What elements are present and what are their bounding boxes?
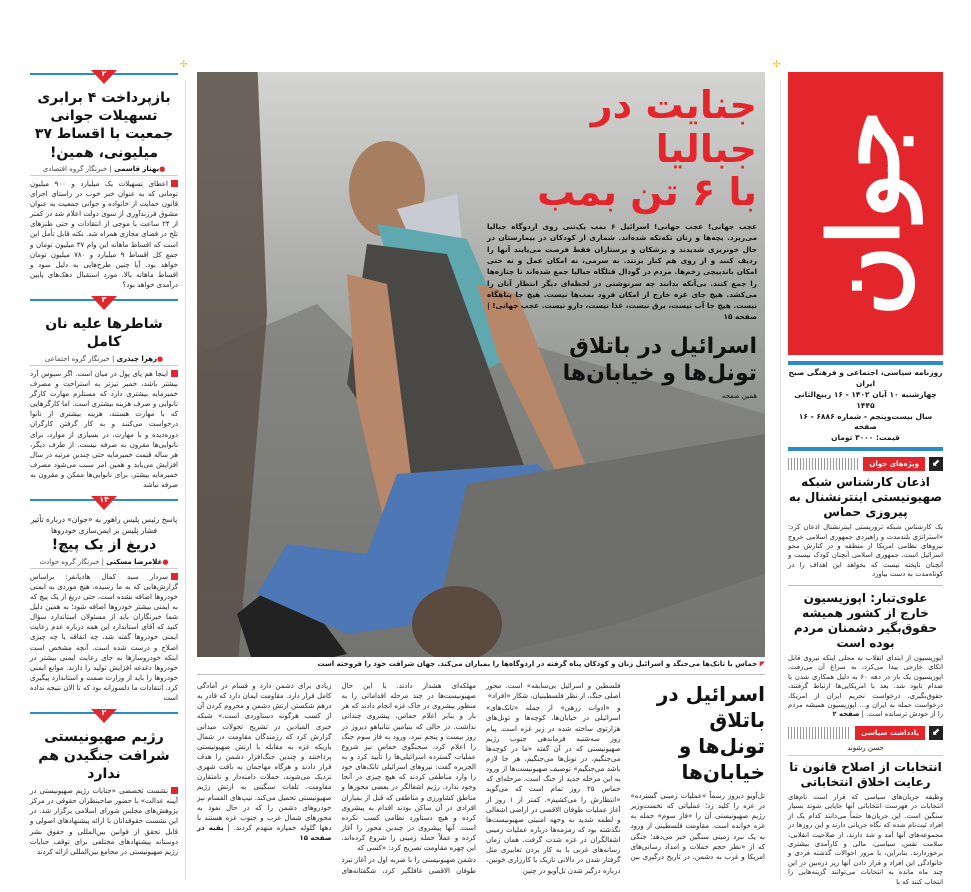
continued-ref: بقیه در صفحه ۱۵ <box>197 823 332 843</box>
page-marker: ۲ <box>30 709 178 723</box>
headline: اذعان کارشناس شبکه صهیونیستی اینترنشنال به پیروزی حماس <box>788 475 943 520</box>
arrow-icon: ⬋ <box>929 457 943 471</box>
headline: علوی‌تبار: اپوزیسیون خارج از کشور همیشه حقوق‌بگیر دشمنان مردم بوده است <box>793 590 938 650</box>
section-header: ⬋ یادداشت سیاسی <box>788 726 943 740</box>
masthead-info: روزنامه سیاسی، اجتماعی و فرهنگی صبح ایران چهارشنبه ۱۰ آبان ۱۴۰۲ - ۱۶ ربیع‌الثانی ۱۴۴۵ سال بیست‌وپنجم - شماره ۶۸۸۶ - ۱۶ صفحه قیمت: ۳۰۰۰ تومان <box>788 368 943 443</box>
story-internashnal[interactable] <box>788 475 943 580</box>
article-body: مهلکه‌ای هشدار دادند. با این حال صهیونیست‌ها در چند مرحله اقداماتی را به منظور پیشروی در خاک غزه انجام دادند که هر بار و بنابر اعلام حماس، پیشروی چندانی نداشت. در حالی که بنیامین نتانیاهو دیروز در روز بیست و پنجم نبرد، ورود به فاز سوم جنگ را اعلام کرد، سخنگوی حماس نیز شروع عملیات گسترده اسرائیلی‌ها را تأیید کرد و به الجزیره گفت: نیروهای اسرائیلی تانک‌های خود را وارد مناطقی کردند که هیچ چیزی در آنجا وجود ندارد. رژیم اشغالگر در بعضی محورها و مناطق کشاورزی و مناطقی که قبل از بمباران افرادی در آن ساکن بودند اقدام به پیشروی کرده و هیچ دستاورد نظامی کسب نکرده است. آنها پیشروی در چندین محور را آغاز کرده و عملاً حمله زمینی را شروع کرده‌اند. این چهره مقاومت تصریح کرد: «کسی که <box>341 682 476 853</box>
bottom-story[interactable] <box>197 674 765 876</box>
headline: دریغ از یک پیچ! <box>51 537 157 554</box>
arrow-icon: ⬋ <box>929 726 943 740</box>
author: حسن رشوند <box>788 744 943 756</box>
lead-story[interactable] <box>487 84 757 400</box>
rule <box>788 361 943 365</box>
article-body: نشست تخصصی «جنایات رژیم صهیونیستی در آیینه عدالت» با حضور صاحبنظران حقوقی در مرکز پژوهش‌های مجلس شورای اسلامی برگزار شد. در این نشست حقوقدانان با ارائه پیشنهادهای اصولی و قابل تحقق از قوانین بین‌المللی و حقوق بشر دوستانه پیشنهادهای مختلفی برای توقف جنایات رژیم صهیونیستی در مجامع بین‌المللی ارائه کردند <box>30 786 178 856</box>
page-marker: ۲ <box>30 70 178 84</box>
lead-photo[interactable] <box>197 72 765 657</box>
byline: ●زهرا چیذری | خبرنگار گروه اجتماعی <box>30 355 178 366</box>
article-body: دشمن صهیونیستی را با ضربه اول در آغاز نبرد طوفان الاقصی غافلگیر کرد، شگفتانه‌های زیادی برای دشمن دارد و قسام در آمادگی کامل قرار دارد. مقاومت ایمان دارد که قادر به درهم شکستن ارتش دشمن و محروم کردن آن از کسب هرگونه دستاوردی است.» شبکه خبری المیادین در تشریح تحولات میدانی گزارش کرد که رزمندگان مقاومت در شمال باریکه غزه به مقابله با ارتش صهیونیستی پرداختند و چندین جنگ‌افزار دشمن را هدف قرار دادند و هرگاه مهاجمان به بافت شهری نزدیک می‌شوند، حملات دامنه‌دار و نامتقارن مقاومت، تلفات سنگینی به ارتش رژیم صهیونیستی تحمیل می‌کند. تیپ‌های القسام نیز خودروهای دشمن را که در حال نفوذ به محورهای شمال غرب و جنوب غزه هستند با دهها گلوله خمپاره منهدم کردند. | بقیه در صفحه ۱۵ <box>197 682 476 875</box>
byline: ●بهناز قاسمی | خبرنگار گروه اقتصادی <box>30 165 178 176</box>
headline: انتخابات از اصلاح قانون تا رعایت اخلاق انتخاباتی <box>789 759 942 789</box>
kicker: پاسخ رئیس پلیس راهور به «جوان» درباره تأثیر فشار پلیس بر ایمن‌سازی خودروها <box>30 515 178 535</box>
lead-headline: جنایت در جبالیا با ۶ تن بمب <box>537 83 757 215</box>
column-divider <box>185 80 186 880</box>
sub-ref: همین صفحه <box>721 391 757 400</box>
page-marker: ۳ <box>30 296 178 310</box>
article-body: وظیفه جریان‌های سیاسی که قرار است نام‌های انتخابات در فهرست انتخاباتی آنها جایابی شوند بسیار سنگین است. این جریان‌ها حتماً می‌دانند کدام یک از افراد ثبت‌نام شده که نگاه جریانی دارند و این روزها در مجموعه‌های آنها آمد و شد دارند، از صلاحیت انقلابی، سلامت نفس، سیاسی، مالی و کارآمدی بیشتری برخوردارند. بنابراین، با مرور احوالات گذشته فردی و خانوادگی این افراد و قرار دادن آنها زیر ذره‌بین در این چند ماه مانده به انتخابات می‌توانند گزینه‌هایی را انتخاب کنند که با <box>788 792 943 886</box>
page-marker: ۱۴ <box>30 496 178 510</box>
right-column <box>788 72 943 887</box>
column-divider <box>780 80 781 880</box>
byline: ●غلامرضا مسکنی | خبرنگار گروه حوادث <box>30 558 178 569</box>
sub-story[interactable] <box>487 333 757 400</box>
ornament-icon: ✣ <box>773 60 781 70</box>
ornament-icon: ✣ <box>180 60 188 70</box>
article-body: و «ادوات زرهی» از جمله «تانک‌های» اسرائیلی در خیابان‌ها، کوچه‌ها و تونل‌های هزارتوی ساخته شده در زیر غزه است. پیام روز سه‌شنبه فرماندهی جنوب رژیم صهیونیستی که در آن گفته «ما در کوچه‌ها می‌جنگیم، در تونل‌ها می‌جنگیم، هر جا لازم باشد می‌جنگیم» توصیف صهیونیست‌ها از ورود به این مرحله جدید از جنگ است، مرحله‌ای که حماس ۲۵ روز تمام است که می‌گوید «انتظارش را می‌کشیم». کمتر از ۱ روز از آغاز عملیات طوفان الاقصی در اراضی اشغالی و لطمه شدید به وجهه امنیتی صهیونیست‌ها نگذشته بود که زمزمه‌ها درباره عملیات زمینی اشغالگران در غزه شدت گرفت. همان زمان رسانه‌های غربی با به کار بردن تعابیری مثل گرفتار شدن در دالانی تاریک یا کارزاری خونین، درباره درگیر شدن تل‌آویو در چنین <box>486 704 621 875</box>
article-body: یک کارشناس شبکه تروریستی اینترنشنال اذعان کرد: «استراتژی بلندمدت و راهبردی جمهوری اسلامی خروج نیروهای نظامی امریکا از منطقه و در کنارش محو اسرائیل است. جمهوری اسلامی آنچنان کودک نیست و آنچنان ناپخته نیست که بخواهد این اهداف را در کوتاه‌مدت به دست بیاورد <box>788 523 943 579</box>
article-body: اپوزیسیون از ابتدای انقلاب به محلی اینکه نیروی قابل اتکای خارجی پیدا می‌کرد، به سراغ آن می‌رفت. اپوزیسیون یک بار در دهه ۶۰ به دلیل همکاری شدن با صدام نابود شد. بعد با امریکایی‌ها ارتباط گرفتند، حقوق‌بگیری، درخواست تحریم ایران از امریکا، درخواست حمله به ایران و... اپوزیسیون همیشه مردم را از خودش ترسانده است. | صفحه ۲ <box>788 653 943 719</box>
story-alavitabar[interactable] <box>788 591 943 720</box>
lead-summary: عجب جهانی! عجب جهانی! اسرائیل ۶ بمب یک‌تنی روی اردوگاه جبالیا می‌ریزد. بچه‌ها و زنان تکه‌تکه شده‌اند. شماری از کودکان در بیمارستان در حال خونریزی شدیدند و پزشکان و پرستاران فقط فرصت می‌یابند آنها را ردیف کنند و از روی هم کنار بزنند. نه سرمی، نه امکان عمل و نه حتی امکان باندپیچی زخم‌ها. مردم در گودال قتلگاه جبالیا جمع شده‌اند تا جنازه‌ها را جمع کنند. بی‌آنکه بدانند چه سرنوشتی در لحظه‌ای دیگر انتظار آنان را می‌کشد. هیچ جای غزه خارج از امکان فرود بمب‌ها نیست. هیچ جا پناهگاه نیست. هیچ جا آب نیست، برق نیست، غذا نیست، دارو نیست. عجب جهانی! | صفحه ۱۵ <box>487 222 757 322</box>
story-police[interactable] <box>30 496 178 703</box>
headline: بازپرداخت ۴ برابری تسهیلات جوانی جمعیت با اقساط ۳۷ میلیونی، همین! <box>34 90 174 161</box>
article-body: اعطای تسهیلات یک میلیارد و ۹۰۰ میلیون تومانی که به عنوان خبر خوب در راستای اجرای قانون حمایت از خانواده و جوانی جمعیت به عنوان مشوق فرزندآوری از سوی دولت اعلام شد در کمتر از ۲۴ ساعت با موجی از انتقادات و حتی طنزهای تلخ در فضای مجازی همراه شد. نکته قابل تأمل این است که اقساط ماهانه این وام ۳۷ میلیون تومان و جمع کل اقساط ۹ میلیارد و ۷۸۰ میلیون تومان خواهد بود. آیا چنین طرح‌هایی به دلیل سود و اقساط ماهانه بالا، مورد استقبال دهک‌های پایین درآمدی خواهد بود؟ <box>30 179 178 290</box>
headline: شاطرها علیه نان کامل <box>45 316 163 351</box>
left-column <box>30 70 178 857</box>
article-body: اینجا هم پای پول در میان است. اگر سبوس آرد بیشتر باشد، خمیر تیزتر به استراحت و مصرف خمیرمایه بیشتری دارد که مستلزم مهارت کارگر نانوایی و صرف هزینه بیشتری است. اما کارگرهایی که با مهارت هستند، هزینه بیشتری از نانوا درخواست می‌کنند و به کار گرفتن کارگران دوره‌دیده و با مهارت، در بسیاری از موارد، برای نانوایی‌ها مقرون به صرفه نیست. از طرف دیگر، هر ساله قیمت خمیرمایه حتی چندین مرتبه در سال افزایش می‌یابد و همین امر سبب می‌شود مصرف خمیرمایه بیشتر، برای نانوایی‌ها ممکن و مقرون به صرفه نباشد <box>30 369 178 490</box>
bottom-headline: اسرائیل در باتلاق تونل‌ها و خیابان‌ها <box>656 682 765 784</box>
story-installment-loans[interactable] <box>30 70 178 290</box>
article-body: سردار سید کمال هادیانفر: براساس گزارش‌هایی که به ما رسیده، هیچ موردی به ایمنی خودروها اضافه نشده است، حتی دریغ از یک پیچ که به ایمنی بیشتر خودروها اضافه شود؛ به همین دلیل شما خبرنگاران باید از مسئولان استاندارد سؤال کنید که آقای استاندارد این همه درباره عدم رعایت ایمنی خودروها گفته شد، چه اتفاقه یا چه چیزی اصلاح و درست شده است. آنچه مشخص است اینکه خودروسازها به جای رعایت ایمنی بیشتر در خودروها دغدغه افزایش تولید را دارند. موانع ایمنی خودروها را باید از وزارت صمت و استاندارد پیگیری کرد. انتقادات ما دلسوزانه بود که تا الان نتیجه نداده است <box>30 572 178 703</box>
story-zionist-regime[interactable] <box>30 709 178 857</box>
section-header: ⬋ ویژه‌های جوان <box>788 457 943 471</box>
story-bakers[interactable] <box>30 296 178 490</box>
masthead-logo: جوان <box>788 72 943 355</box>
headline: رژیم صهیونیستی شرافت جنگیدن هم ندارد <box>38 729 170 782</box>
sub-headline: اسرائیل در باتلاق تونل‌ها و خیابان‌ها <box>562 333 757 387</box>
political-note[interactable] <box>788 726 943 887</box>
rule <box>788 447 943 451</box>
photo-caption: ◤ حماس با تانک‌ها می‌جنگد و اسرائیل زنان و کودکان پناه گرفته در اردوگاه‌ها را بمباران می‌کند. جهان شرافت خود را فروخته است <box>317 660 765 668</box>
article-body: تل‌آویو دیروز رسماً «عملیات زمینی گسترده» در غزه را کلید زد؛ عملیاتی که نخست‌وزیر رژیم صهیونیستی آن را «فاز سوم» حمله به غزه خوانده است. مقاومت فلسطینی از ورود به یک نبرد زمینی سنگین خبر می‌دهد؛ جنگی که از «نظر حجم حملات و امداد رسانی‌های امریکا و غرب به دشمن، در تاریخ درگیری بین فلسطین و اسرائیل بی‌سابقه» است. محور اصلی جنگ، از نظر فلسطینیان، شکار «افراد» <box>486 682 765 861</box>
